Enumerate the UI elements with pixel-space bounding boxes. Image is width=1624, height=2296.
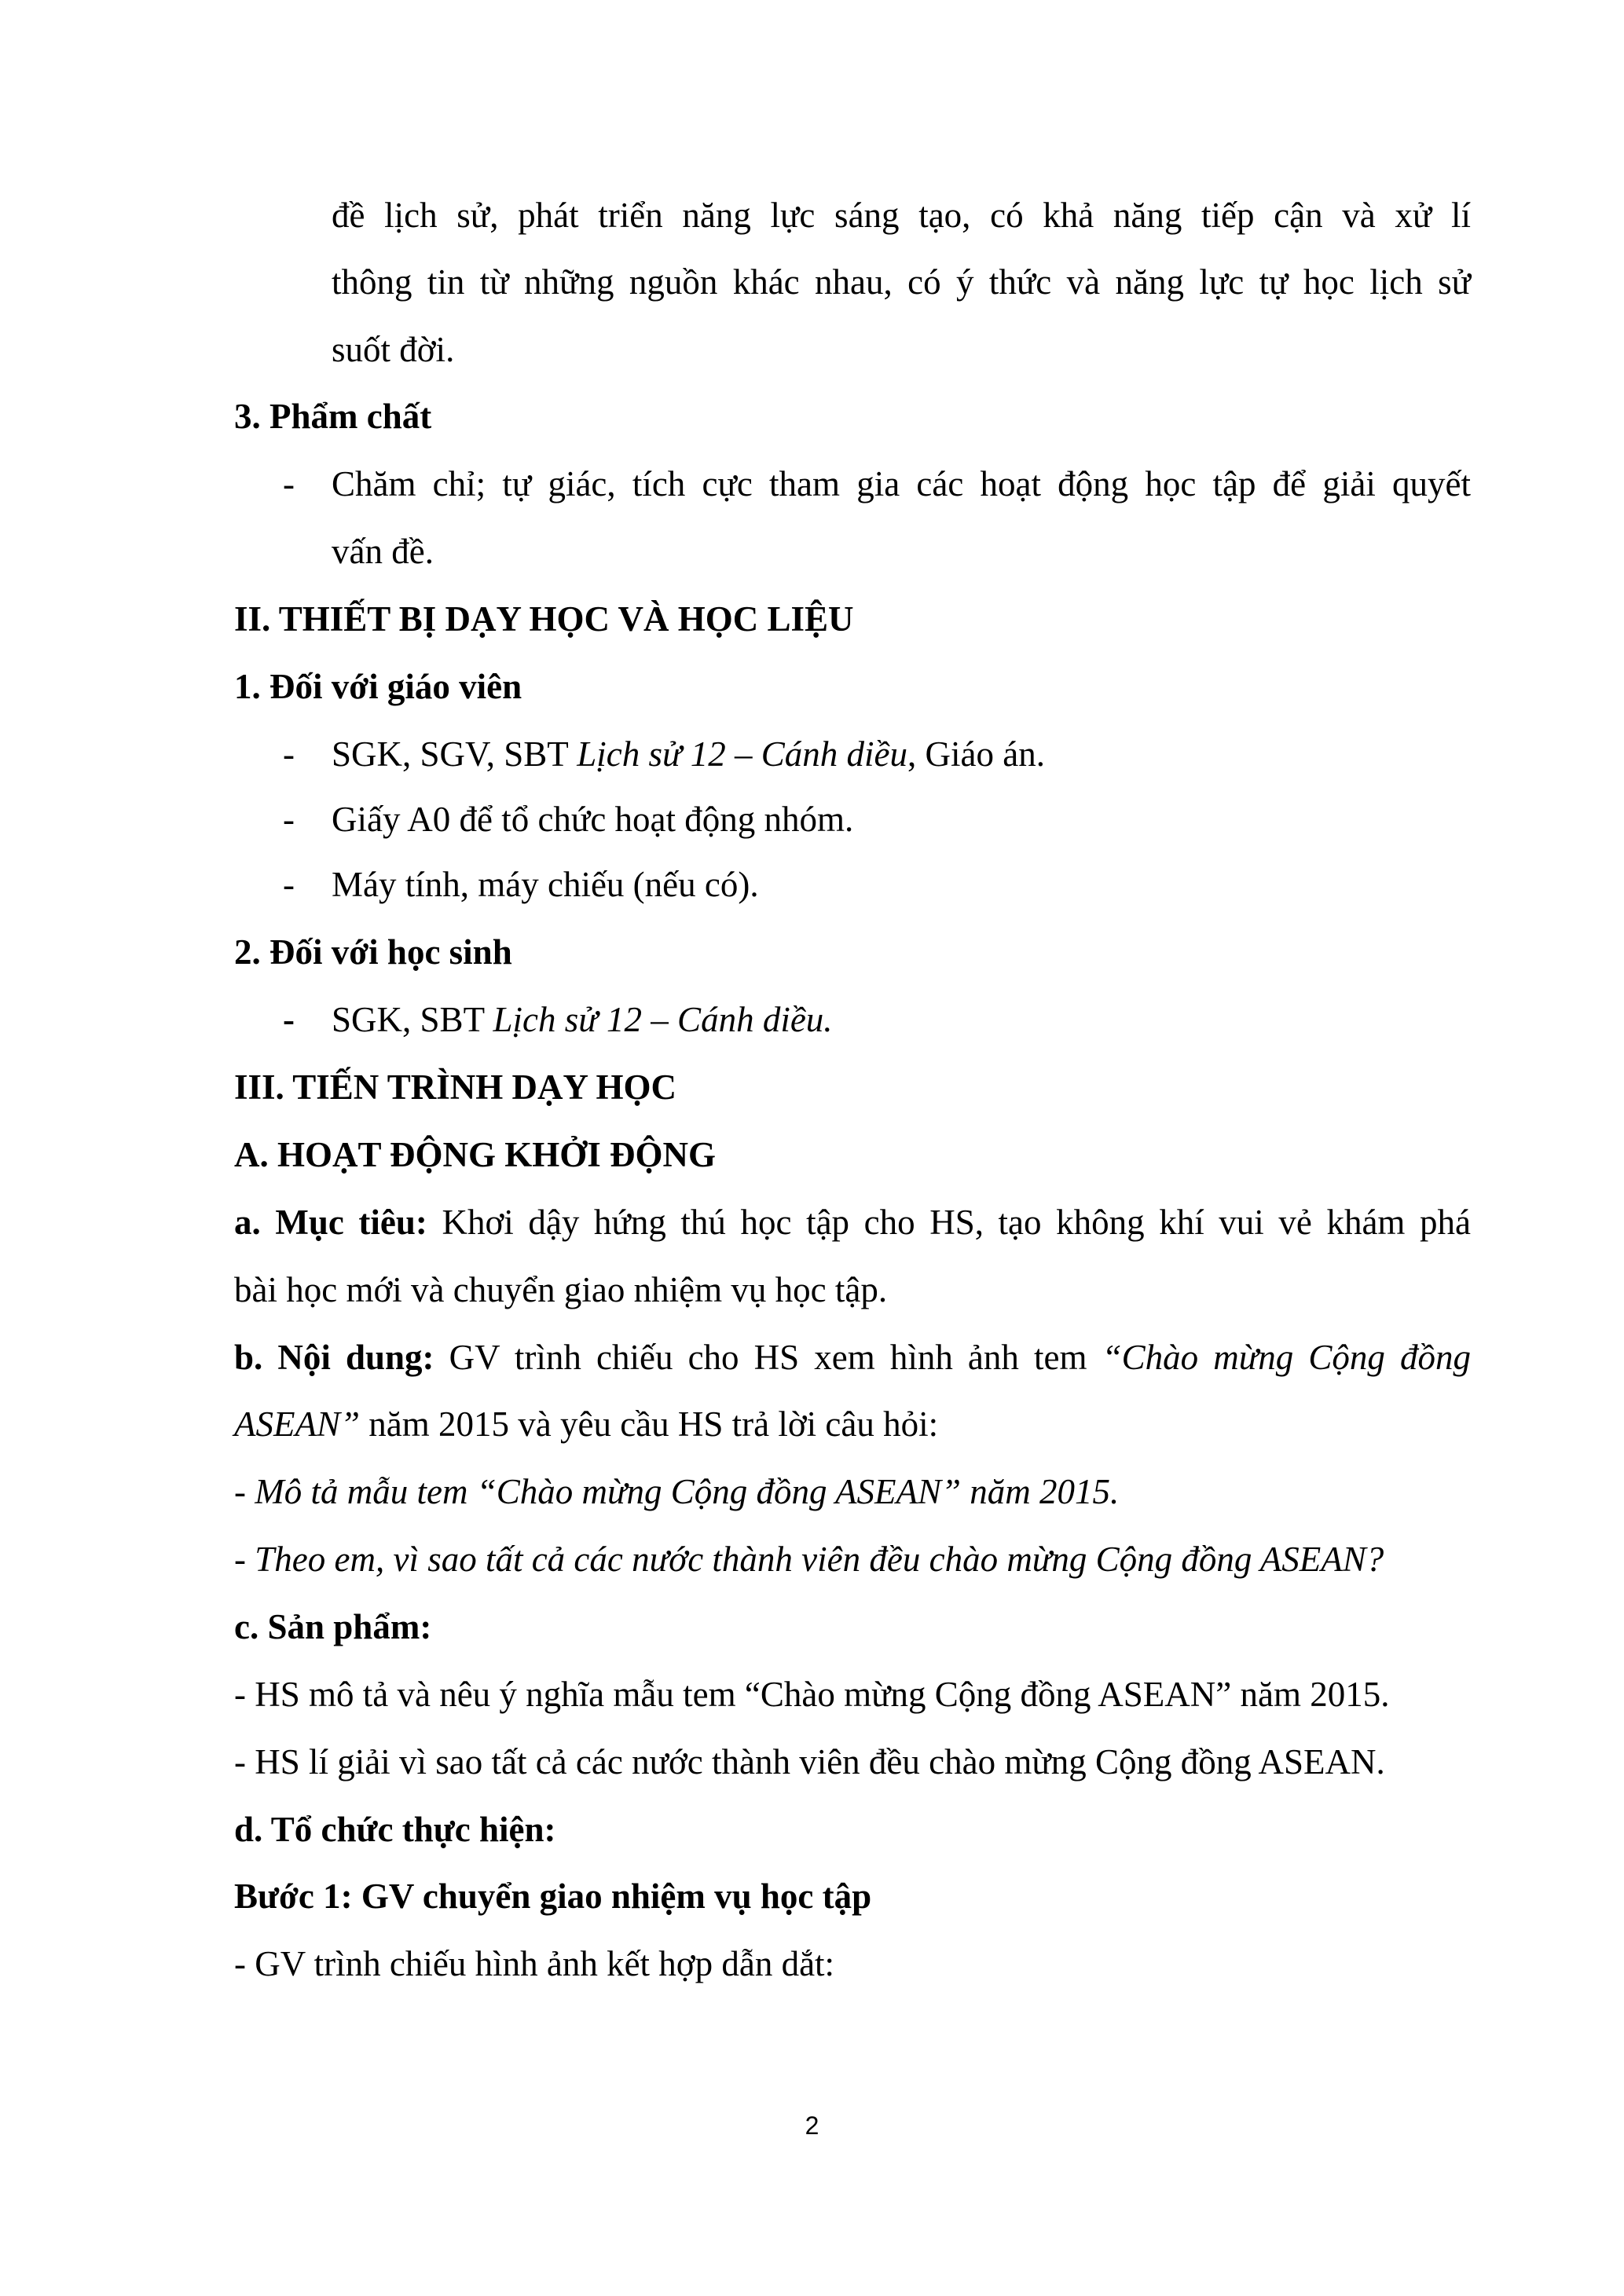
book-title: Lịch sử 12 – Cánh diều [577, 734, 908, 774]
book-title: Lịch sử 12 – Cánh diều. [493, 1000, 833, 1039]
question-line [234, 1474, 1119, 1510]
bullet-dash: - [283, 865, 295, 904]
question-text: Mô tả mẫu tem “Chào mừng Cộng đồng ASEAN” năm 2015. [255, 1472, 1120, 1511]
label: c. Sản phẩm: [234, 1607, 432, 1646]
text-run: , Giáo án. [907, 734, 1045, 774]
subsection-heading: A. HOẠT ĐỘNG KHỞI ĐỘNG [234, 1135, 716, 1174]
subsection-heading: 2. Đối với học sinh [234, 932, 512, 972]
label: b. Nội dung: [234, 1338, 434, 1377]
question-text: Theo em, vì sao tất cả các nước thành viên đều chào mừng Cộng đồng ASEAN? [255, 1540, 1384, 1579]
paragraph-line: - HS lí giải vì sao tất cả các nước thành viên đều chào mừng Cộng đồng ASEAN. [234, 1742, 1385, 1782]
bullet-text [332, 1002, 1471, 1038]
text-run: năm 2015 và yêu cầu HS trả lời câu hỏi: [360, 1404, 939, 1444]
bullet-dash: - [283, 464, 295, 504]
page-number: 2 [805, 2111, 819, 2140]
label: d. Tổ chức thực hiện: [234, 1810, 556, 1849]
section-heading: II. THIẾT BỊ DẠY HỌC VÀ HỌC LIỆU [234, 599, 854, 639]
paragraph-line: đề lịch sử, phát triển năng lực sáng tạo, có khả năng tiếp cận và xử lí [332, 196, 1471, 235]
text-run: ASEAN” [234, 1404, 361, 1444]
bullet-text: Máy tính, máy chiếu (nếu có). [332, 865, 759, 904]
label: a. Mục tiêu: [234, 1203, 427, 1242]
text-run: SGK, SGV, SBT [332, 734, 577, 774]
text-run: GV trình chiếu cho HS xem hình ảnh tem [434, 1338, 1102, 1377]
paragraph-line: bài học mới và chuyển giao nhiệm vụ học tập. [234, 1270, 888, 1309]
section-heading: III. TIẾN TRÌNH DẠY HỌC [234, 1067, 677, 1107]
bullet-text [332, 734, 1471, 774]
paragraph-line: thông tin từ những nguồn khác nhau, có ý thức và năng lực tự học lịch sử [332, 262, 1471, 302]
paragraph-line: - GV trình chiếu hình ảnh kết hợp dẫn dắt: [234, 1944, 835, 1983]
bullet-dash: - [283, 800, 295, 839]
subsection-heading: 1. Đối với giáo viên [234, 667, 522, 706]
text-run: - [234, 1540, 255, 1579]
text-run: “Chào mừng Cộng đồng [1102, 1338, 1471, 1377]
bullet-dash: - [283, 1000, 295, 1039]
bullet-text: Chăm chỉ; tự giác, tích cực tham gia các hoạt động học tập để giải quyết [332, 464, 1471, 504]
bullet-text: Giấy A0 để tổ chức hoạt động nhóm. [332, 800, 854, 839]
question-line [234, 1542, 1384, 1577]
paragraph-line [234, 1340, 1471, 1375]
text-run: - [234, 1472, 255, 1511]
paragraph-line: - HS mô tả và nêu ý nghĩa mẫu tem “Chào mừng Cộng đồng ASEAN” năm 2015. [234, 1675, 1390, 1714]
paragraph-line [234, 1205, 1471, 1240]
text-run: Khơi dậy hứng thú học tập cho HS, tạo không khí vui vẻ khám phá [427, 1203, 1472, 1242]
text-run: SGK, SBT [332, 1000, 493, 1039]
bullet-text: vấn đề. [332, 532, 434, 571]
section-heading: 3. Phẩm chất [234, 397, 432, 436]
paragraph-line: suốt đời. [332, 330, 455, 369]
paragraph-line [234, 1404, 939, 1444]
bullet-dash: - [283, 734, 295, 774]
step-heading: Bước 1: GV chuyển giao nhiệm vụ học tập [234, 1877, 872, 1916]
